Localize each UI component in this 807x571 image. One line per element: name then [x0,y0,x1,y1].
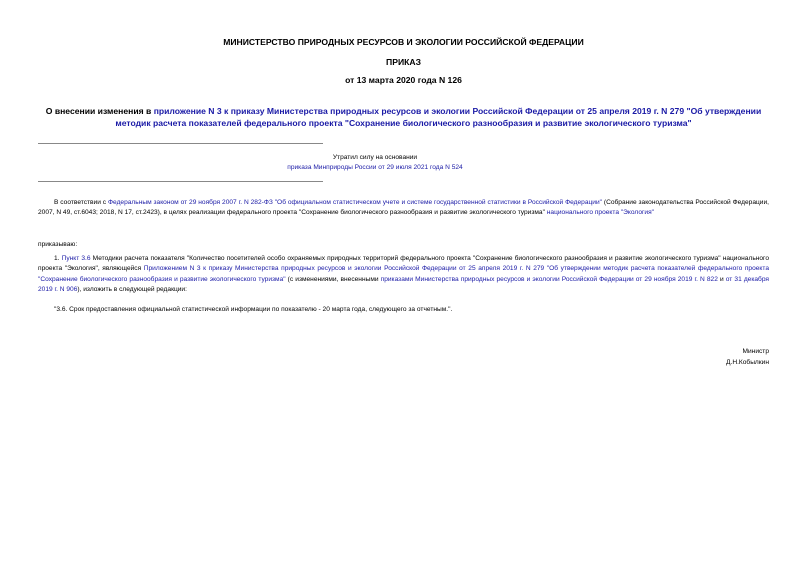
national-project-link[interactable]: национального проекта "Экология" [546,209,654,217]
document-subject [38,105,769,129]
point-3-6-link[interactable]: Пункт 3.6 [61,255,91,262]
order-word: приказываю: [38,241,78,248]
annulment-link[interactable]: приказа Минприроды России от 29 июля 2021 года N 524 [287,164,463,171]
orders-822-link[interactable]: приказами Министерства природных ресурсов и экологии Российской Федерации от 29 ноября 2019 г. N 822 [380,275,718,283]
annulment-note [250,153,500,173]
document-date: от 13 марта 2020 года N 126 [345,75,462,85]
subject-prefix: О внесении изменения в [45,106,154,116]
subject-link[interactable]: приложение N 3 к приказу Министерства природных ресурсов и экологии Российской Федерации от 25 апреля 2019 г. N 279 "Об утверждении методик расчета показателей федерального проекта "Сохранение биологического разнообразия и развитие экологического туризма" [115,106,762,128]
divider-bottom [38,181,323,182]
document-type: ПРИКАЗ [386,57,421,67]
quote-paragraph [38,305,769,315]
appendix-3-link[interactable]: Приложением N 3 к приказу Министерства природных ресурсов и экологии Российской Федерации от 25 апреля 2019 г. N 279 "Об утверждении методик расчета показателей федерального проекта "Сохранение биологического разнообразия и развитие экологического туризма" [38,265,769,283]
item-1-text-5: ), изложить в следующей редакции: [77,285,187,293]
ministry-heading: МИНИСТЕРСТВО ПРИРОДНЫХ РЕСУРСОВ И ЭКОЛОГИИ РОССИЙСКОЙ ФЕДЕРАЦИИ [223,37,584,47]
intro-text-2: (Собрание законодательства Российской Федерации, 2007, N 49, ст.6043; 2018, N 17, ст.2423), в целях реализации федерального проекта "Сохранение биологического разнообразия и развитие экологического туризма" [38,199,769,217]
annulment-text: Утратил силу на основании [332,154,418,161]
quote-text: "3.6. Срок предоставления официальной статистической информации по показателю - 20 марта года, следующего за отчетным.". [54,306,453,313]
signature-title: Министр [742,348,769,355]
item-1-text-4: и [717,275,726,283]
intro-paragraph [38,198,769,219]
signature-name: Д.Н.Кобылкин [726,358,769,366]
order-906-link[interactable]: от 31 декабря 2019 г. N 906 [38,275,769,293]
item-1-paragraph [38,254,769,295]
intro-text-1: В соответствии с [54,199,109,206]
item-1-text-2: Методики расчета показателя "Количество посетителей особо охраняемых природных территорий федерального проекта "Сохранение биологического разнообразия и развитие экологического туризма" национального проекта "Экология", являющейся [38,255,769,273]
item-1-number: 1. [54,255,62,262]
federal-law-link[interactable]: Федеральным законом от 29 ноября 2007 г. N 282-ФЗ "Об официальном статистическом учете и системе государственной статистики в Российской Федерации" [108,199,602,206]
item-1-text-3: (с изменениями, внесенными [285,275,381,283]
divider-top [38,143,323,144]
signature-block [726,347,769,368]
